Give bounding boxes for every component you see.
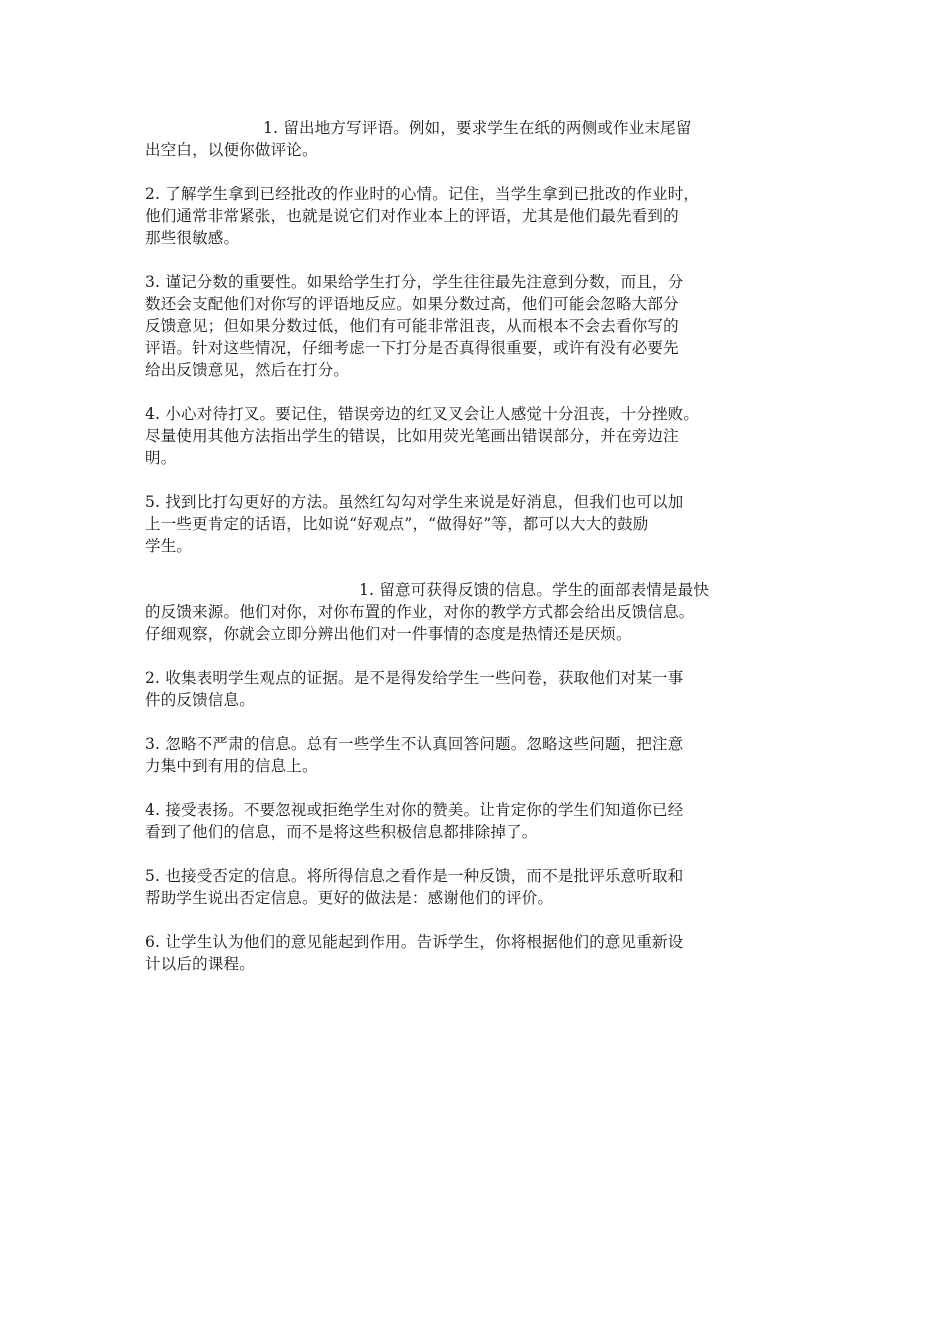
section2-item-1-line-1: 1. 留意可获得反馈的信息。学生的面部表情是最快: [359, 581, 710, 599]
section1-item-5-line-2: 上一些更肯定的话语，比如说“好观点”，“做得好”等，都可以大大的鼓励: [145, 515, 649, 533]
section1-item-2-line-2: 他们通常非常紧张，也就是说它们对作业本上的评语，尤其是他们最先看到的: [145, 207, 679, 225]
section1-item-2: [145, 183, 815, 249]
section2-item-1: [145, 579, 815, 645]
section1-item-5-line-3: 学生。: [145, 537, 193, 555]
section2-item-6-line-1: 6. 让学生认为他们的意见能起到作用。告诉学生，你将根据他们的意见重新设: [145, 933, 684, 951]
section1-item-3-line-1: 3. 谨记分数的重要性。如果给学生打分，学生往往最先注意到分数，而且，分: [145, 273, 684, 291]
section2-item-4: [145, 799, 815, 843]
section2-item-3-line-2: 力集中到有用的信息上。: [145, 757, 318, 775]
section2-item-1-line-2: 的反馈来源。他们对你，对你布置的作业，对你的教学方式都会给出反馈信息。: [145, 603, 695, 621]
section1-item-1-line-2: 出空白，以便你做评论。: [145, 141, 318, 159]
section1-item-2-line-3: 那些很敏感。: [145, 229, 240, 247]
section1-item-3: [145, 271, 815, 381]
section2-item-3: [145, 733, 815, 777]
section2-item-1-line-3: 仔细观察，你就会立即分辨出他们对一件事情的态度是热情还是厌烦。: [145, 625, 632, 643]
section2-item-2-line-1: 2. 收集表明学生观点的证据。是不是得发给学生一些问卷，获取他们对某一事: [145, 669, 684, 687]
section2-item-5-line-2: 帮助学生说出否定信息。更好的做法是：感谢他们的评价。: [145, 889, 554, 907]
section1-item-3-line-3: 反馈意见；但如果分数过低，他们有可能非常沮丧，从而根本不会去看你写的: [145, 317, 679, 335]
section1-item-5: [145, 491, 815, 557]
section1-item-4-line-2: 尽量使用其他方法指出学生的错误，比如用荧光笔画出错误部分，并在旁边注: [145, 427, 679, 445]
section1-item-4-line-1: 4. 小心对待打叉。要记住，错误旁边的红叉叉会让人感觉十分沮丧，十分挫败。: [145, 405, 700, 423]
section1-item-4-line-3: 明。: [145, 449, 177, 467]
section1-item-2-line-1: 2. 了解学生拿到已经批改的作业时的心情。记住，当学生拿到已批改的作业时，: [145, 185, 700, 203]
section2-item-4-line-2: 看到了他们的信息，而不是将这些积极信息都排除掉了。: [145, 823, 538, 841]
document-body: [145, 117, 815, 997]
section1-item-3-line-2: 数还会支配他们对你写的评语地反应。如果分数过高，他们可能会忽略大部分: [145, 295, 679, 313]
section2-item-2: [145, 667, 815, 711]
section2-item-6-line-2: 计以后的课程。: [145, 955, 255, 973]
section1-item-3-line-5: 给出反馈意见，然后在打分。: [145, 361, 350, 379]
section1-item-4: [145, 403, 815, 469]
section1-item-1: [145, 117, 815, 161]
section1-item-3-line-4: 评语。针对这些情况，仔细考虑一下打分是否真得很重要，或许有没有必要先: [145, 339, 679, 357]
section1-item-5-line-1: 5. 找到比打勾更好的方法。虽然红勾勾对学生来说是好消息，但我们也可以加: [145, 493, 684, 511]
section2-item-2-line-2: 件的反馈信息。: [145, 691, 255, 709]
section2-item-3-line-1: 3. 忽略不严肃的信息。总有一些学生不认真回答问题。忽略这些问题，把注意: [145, 735, 684, 753]
section2-item-6: [145, 931, 815, 975]
section1-item-1-line-1: 1. 留出地方写评语。例如，要求学生在纸的两侧或作业末尾留: [263, 119, 692, 137]
section2-item-4-line-1: 4. 接受表扬。不要忽视或拒绝学生对你的赞美。让肯定你的学生们知道你已经: [145, 801, 684, 819]
section2-item-5: [145, 865, 815, 909]
section2-item-5-line-1: 5. 也接受否定的信息。将所得信息之看作是一种反馈，而不是批评乐意听取和: [145, 867, 684, 885]
